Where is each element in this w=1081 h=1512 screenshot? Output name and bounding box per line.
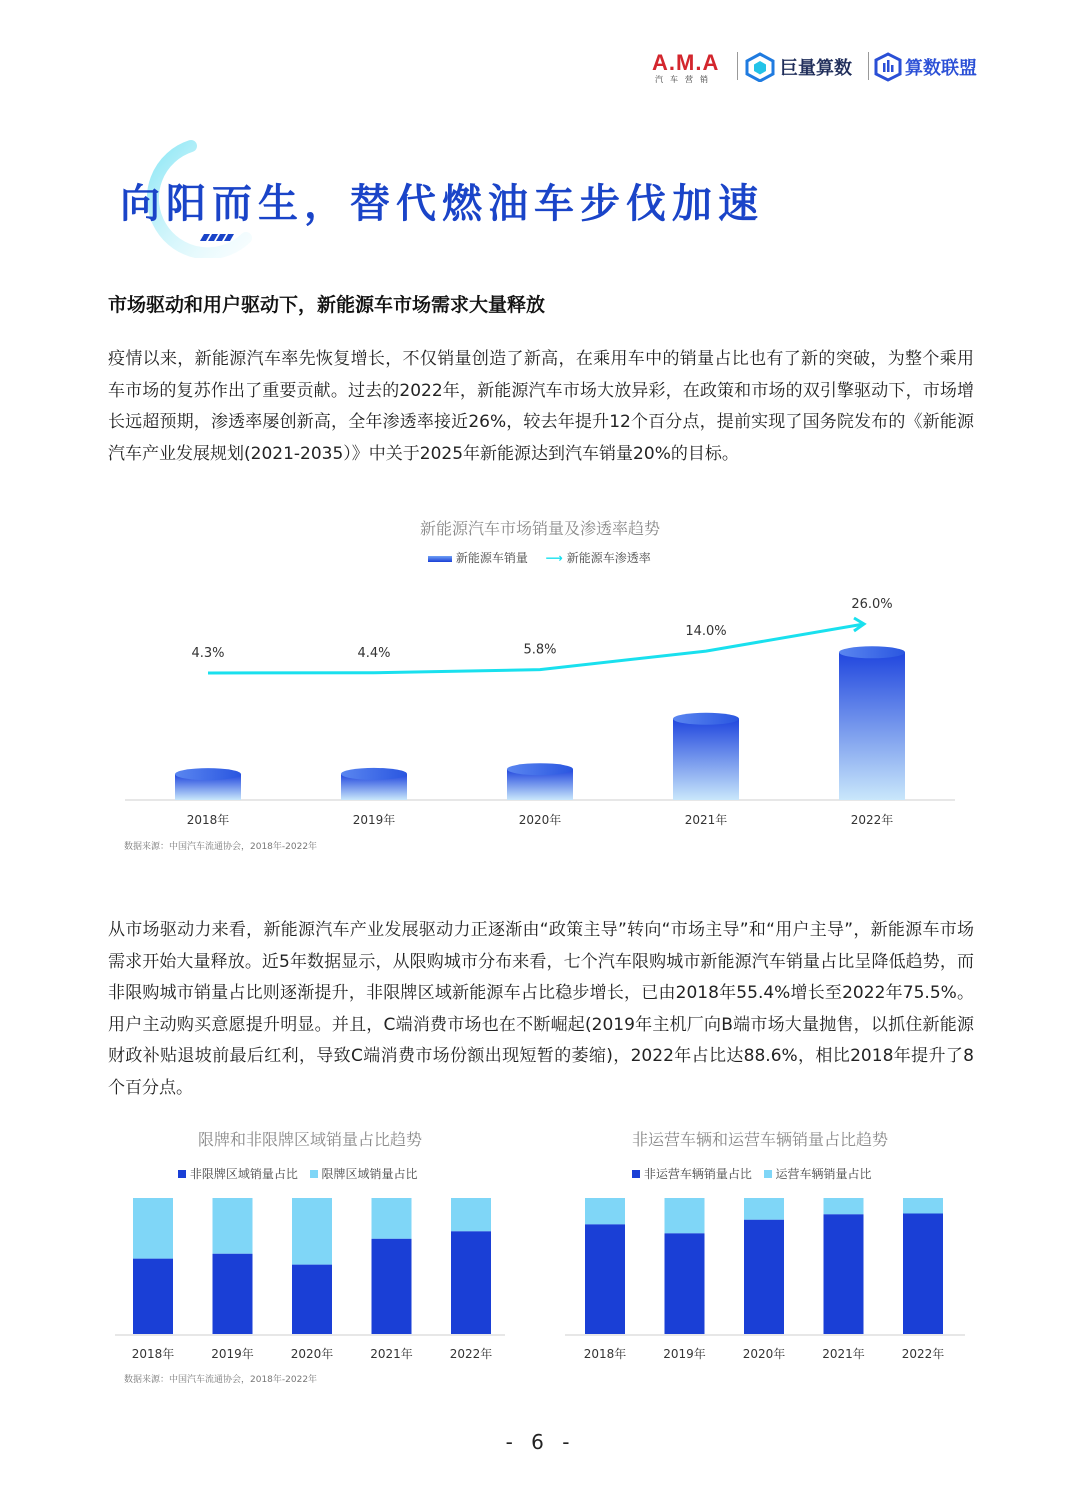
legend-penetration-label: 新能源车渗透率 (566, 551, 651, 565)
x-tick-label: 2022年 (449, 1347, 493, 1361)
section-subtitle: 市场驱动和用户驱动下，新能源车市场需求大量释放 (108, 294, 546, 316)
sales-bar-top (839, 646, 905, 658)
share-bar-dark (292, 1265, 332, 1334)
chart1-title: 新能源汽车市场销量及渗透率趋势 (419, 519, 660, 538)
sales-bar (839, 652, 905, 800)
legend-nonoperating-label: 非运营车辆销量占比 (643, 1167, 752, 1181)
legend-restricted-label: 限牌区域销量占比 (321, 1167, 418, 1181)
share-bar-dark (824, 1214, 864, 1334)
legend-restricted-swatch (310, 1170, 318, 1178)
chart1-sales-penetration (120, 580, 960, 840)
paragraph-market-drivers: 从市场驱动力来看，新能源汽车产业发展驱动力正逐渐由“政策主导”转向“市场主导”和“用户主导”，新能源车市场需求开始大量释放。近5年数据显示，从限购城市分布来看，七个汽车限购城市新能源汽车销量占比呈降低趋势，而非限购城市销量占比则逐渐提升，非限牌区域新能源车占比稳步增长，已由2018年55.4%增长至2022年75.5%。用户主动购买意愿提升明显。并且，C端消费市场也在不断崛起(2019年主机厂向B端市场大量抛售，以抓住新能源财政补贴退坡前最后红利，导致C端消费市场份额出现短暂的萎缩)，2022年占比达88.6%，相比2018年提升了8个百分点。 (108, 920, 974, 1098)
penetration-data-label: 4.3% (191, 646, 225, 661)
share-bar-light (133, 1198, 173, 1259)
x-tick-label: 2019年 (211, 1347, 254, 1361)
chart3-title: 非运营车辆和运营车辆销量占比趋势 (631, 1130, 888, 1149)
legend-sales-swatch (428, 556, 452, 562)
legend-sales-label: 新能源车销量 (455, 551, 528, 565)
chart1-legend (428, 549, 651, 566)
share-bar-dark (372, 1239, 412, 1334)
ama-logo: A.M.A (652, 50, 720, 75)
logo-divider (737, 52, 738, 80)
penetration-data-label: 26.0% (851, 597, 893, 612)
legend-penetration-arrow-icon: ⟶ (545, 551, 563, 565)
share-bar-dark (585, 1224, 625, 1334)
x-tick-label: 2018年 (131, 1347, 175, 1361)
sales-bar-top (673, 713, 739, 725)
x-tick-label: 2018年 (186, 813, 230, 827)
legend-unrestricted-swatch (178, 1170, 186, 1178)
share-bar-dark (903, 1214, 943, 1334)
share-bar-light (213, 1198, 253, 1254)
x-tick-label: 2021年 (684, 813, 728, 827)
x-tick-label: 2020年 (742, 1347, 786, 1361)
legend-unrestricted-label: 非限牌区域销量占比 (189, 1167, 298, 1181)
x-tick-label: 2019年 (352, 813, 396, 827)
x-tick-label: 2020年 (290, 1347, 334, 1361)
share-bar-light (903, 1198, 943, 1214)
penetration-data-label: 4.4% (357, 645, 391, 661)
logo-divider-2 (868, 52, 869, 80)
legend-nonoperating-swatch (632, 1170, 640, 1178)
share-bar-light (744, 1198, 784, 1220)
chart2-plate-share (110, 1190, 510, 1370)
share-bar-light (292, 1198, 332, 1265)
paragraph-intro: 疫情以来，新能源汽车率先恢复增长，不仅销量创造了新高，在乘用车中的销量占比也有了新的突破，为整个乘用车市场的复苏作出了重要贡献。过去的2022年，新能源汽车市场大放异彩，在政策和市场的双引擎驱动下，市场增长远超预期，渗透率屡创新高，全年渗透率接近26%，较去年提升12个百分点，提前实现了国务院发布的《新能源汽车产业发展规划(2021-2035）》中关于2025年新能源达到汽车销量20%的目标。 (108, 349, 974, 464)
penetration-data-label: 5.8% (523, 642, 557, 658)
penetration-data-label: 14.0% (685, 624, 727, 640)
x-tick-label: 2022年 (901, 1347, 945, 1361)
chart3-operating-share (560, 1190, 970, 1370)
chart3-legend (632, 1165, 872, 1182)
x-tick-label: 2019年 (663, 1347, 706, 1361)
share-bar-light (372, 1198, 412, 1239)
sales-bar-top (175, 768, 241, 780)
sales-bar-top (341, 768, 407, 780)
share-bar-dark (133, 1259, 173, 1334)
x-tick-label: 2020年 (518, 813, 562, 827)
chart2-source: 数据来源：中国汽车流通协会，2018年-2022年 (124, 1375, 318, 1385)
suanshu-logo-icon (874, 52, 902, 82)
page-number: - 6 - (505, 1430, 576, 1454)
chart2-legend (178, 1165, 418, 1182)
ama-logo-subtitle: 汽车营销 (655, 75, 715, 84)
chart1-source: 数据来源：中国汽车流通协会，2018年-2022年 (124, 842, 318, 852)
juliang-logo-icon (745, 52, 775, 82)
x-tick-label: 2021年 (822, 1347, 865, 1361)
x-tick-label: 2021年 (370, 1347, 413, 1361)
suanshu-alliance-brand: 算数联盟 (905, 58, 977, 79)
share-bar-dark (665, 1233, 705, 1334)
share-bar-dark (744, 1220, 784, 1334)
x-tick-label: 2022年 (850, 813, 894, 827)
chart2-title: 限牌和非限牌区域销量占比趋势 (197, 1130, 422, 1149)
share-bar-dark (213, 1254, 253, 1334)
juliang-brand: 巨量算数 (780, 58, 852, 79)
sales-bar (673, 719, 739, 800)
legend-operating-label: 运营车辆销量占比 (775, 1167, 872, 1181)
share-bar-light (665, 1198, 705, 1233)
share-bar-light (451, 1198, 491, 1231)
sales-bar-top (507, 763, 573, 775)
share-bar-light (824, 1198, 864, 1214)
legend-operating-swatch (764, 1170, 772, 1178)
share-bar-dark (451, 1231, 491, 1334)
page-title: 向阳而生，替代燃油车步伐加速 (120, 181, 764, 227)
x-tick-label: 2018年 (583, 1347, 627, 1361)
share-bar-light (585, 1198, 625, 1224)
